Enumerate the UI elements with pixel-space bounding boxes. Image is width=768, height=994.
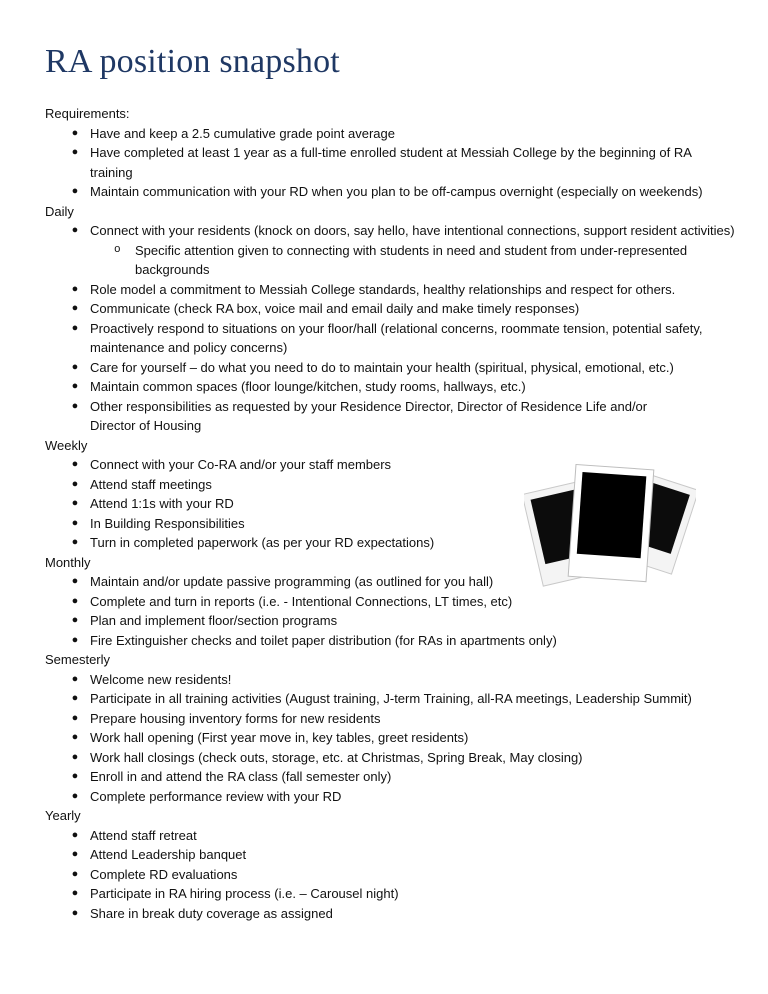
list-item: ● Plan and implement floor/section programs <box>45 611 735 631</box>
bullet-icon: ● <box>71 789 79 802</box>
list-item: ● Participate in RA hiring process (i.e. – Carousel night) <box>45 884 735 904</box>
section-heading-daily: Daily <box>45 203 74 219</box>
list-item: ● Work hall closings (check outs, storage, etc. at Christmas, Spring Break, May closing) <box>45 748 735 768</box>
list-yearly <box>45 826 735 924</box>
bullet-icon: ● <box>71 750 79 763</box>
bullet-icon: ● <box>71 848 79 860</box>
list-item: ● Connect with your residents (knock on doors, say hello, have intentional connections, support resident activities) <box>45 221 735 241</box>
polaroid-front <box>568 464 654 581</box>
list-item: ● Attend 1:1s with your RD <box>45 494 735 514</box>
hollow-bullet-icon: o <box>114 243 121 256</box>
list-item: ● Turn in completed paperwork (as per your RD expectations) <box>45 533 735 553</box>
list-item: ● Proactively respond to situations on your floor/hall (relational concerns, roommate tension, potential safety, maintenance and policy concerns) <box>71 320 703 355</box>
list-daily <box>45 221 735 436</box>
list-item: ● Complete performance review with your RD <box>45 787 735 807</box>
list-item: ● Have completed at least 1 year as a full-time enrolled student at Messiah College by the beginning of RA training <box>71 145 692 180</box>
list-semesterly <box>45 670 735 807</box>
list-item: ● Share in break duty coverage as assigned <box>45 904 735 924</box>
section-heading-weekly: Weekly <box>45 437 88 453</box>
bullet-icon: ● <box>71 867 79 880</box>
list-item: ● Attend staff meetings <box>45 475 735 495</box>
list-item: ● Connect with your Co-RA and/or your staff members <box>45 455 735 475</box>
list-item: ● Complete and turn in reports (i.e. - Intentional Connections, LT times, etc) <box>45 592 735 612</box>
polaroid-photos-illustration <box>524 455 696 597</box>
list-item: ● Work hall opening (First year move in, key tables, greet residents) <box>45 728 735 748</box>
list-item: ● Attend Leadership banquet <box>45 845 735 865</box>
bullet-icon: ● <box>71 497 79 509</box>
bullet-icon: ● <box>71 672 79 685</box>
bullet-icon: ● <box>71 399 79 412</box>
list-item: ● Prepare housing inventory forms for new residents <box>45 709 735 729</box>
list-item: ● Fire Extinguisher checks and toilet paper distribution (for RAs in apartments only) <box>45 631 735 651</box>
list-requirements <box>45 124 735 202</box>
bullet-icon: ● <box>71 516 79 529</box>
list-item: ● Role model a commitment to Messiah College standards, healthy relationships and respect for others. <box>45 280 735 300</box>
list-item: ● Maintain common spaces (floor lounge/kitchen, study rooms, hallways, etc.) <box>45 377 735 397</box>
bullet-icon: ● <box>71 575 79 587</box>
bullet-icon: ● <box>71 770 79 782</box>
list-item: ● Care for yourself – do what you need to do to maintain your health (spiritual, physical, emotional, etc.) <box>45 358 735 378</box>
list-item: ● Attend staff retreat <box>45 826 735 846</box>
list-item: ● Have and keep a 2.5 cumulative grade point average <box>45 124 735 144</box>
bullet-icon: ● <box>71 302 79 314</box>
bullet-icon: ● <box>71 828 79 841</box>
section-heading-monthly: Monthly <box>45 554 91 570</box>
section-heading-semesterly: Semesterly <box>45 652 111 667</box>
list-item: ● Maintain communication with your RD when you plan to be off-campus overnight (especially on weekends) <box>45 182 735 202</box>
bullet-icon: ● <box>71 380 79 392</box>
section-heading-yearly: Yearly <box>45 808 81 823</box>
bullet-icon: ● <box>71 692 79 704</box>
bullet-icon: ● <box>71 887 79 899</box>
bullet-icon: ● <box>71 731 79 743</box>
bullet-icon: ● <box>71 126 79 139</box>
bullet-icon: ● <box>71 906 79 919</box>
list-item: ● Maintain and/or update passive programming (as outlined for you hall) <box>45 572 735 592</box>
bullet-icon: ● <box>71 146 79 158</box>
list-item: ● In Building Responsibilities <box>45 514 735 534</box>
bullet-icon: ● <box>71 594 79 607</box>
bullet-icon: ● <box>71 360 79 373</box>
bullet-icon: ● <box>71 321 79 334</box>
list-item: ● Complete RD evaluations <box>45 865 735 885</box>
list-item: ● Enroll in and attend the RA class (fall semester only) <box>45 767 735 787</box>
section-heading-requirements: Requirements: <box>45 106 130 121</box>
bullet-icon: ● <box>71 711 79 724</box>
bullet-icon: ● <box>71 282 79 295</box>
list-item: ● Welcome new residents! <box>45 670 735 690</box>
sub-list-item: o Specific attention given to connecting with students in need and student from under-represented backgrounds <box>114 242 688 277</box>
bullet-icon: ● <box>71 614 79 626</box>
bullet-icon: ● <box>71 458 79 470</box>
bullet-icon: ● <box>71 633 79 646</box>
list-item: ● Communicate (check RA box, voice mail and email daily and make timely responses) <box>45 299 735 319</box>
bullet-icon: ● <box>71 185 79 197</box>
bullet-icon: ● <box>71 536 79 548</box>
list-item: ● Participate in all training activities (August training, J-term Training, all-RA meetings, Leadership Summit) <box>45 689 735 709</box>
page-title: RA position snapshot <box>45 43 340 80</box>
list-item: ● Other responsibilities as requested by your Residence Director, Director of Residence Life and/or Director of Housing <box>71 398 648 433</box>
bullet-icon: ● <box>71 224 79 236</box>
bullet-icon: ● <box>71 477 79 490</box>
